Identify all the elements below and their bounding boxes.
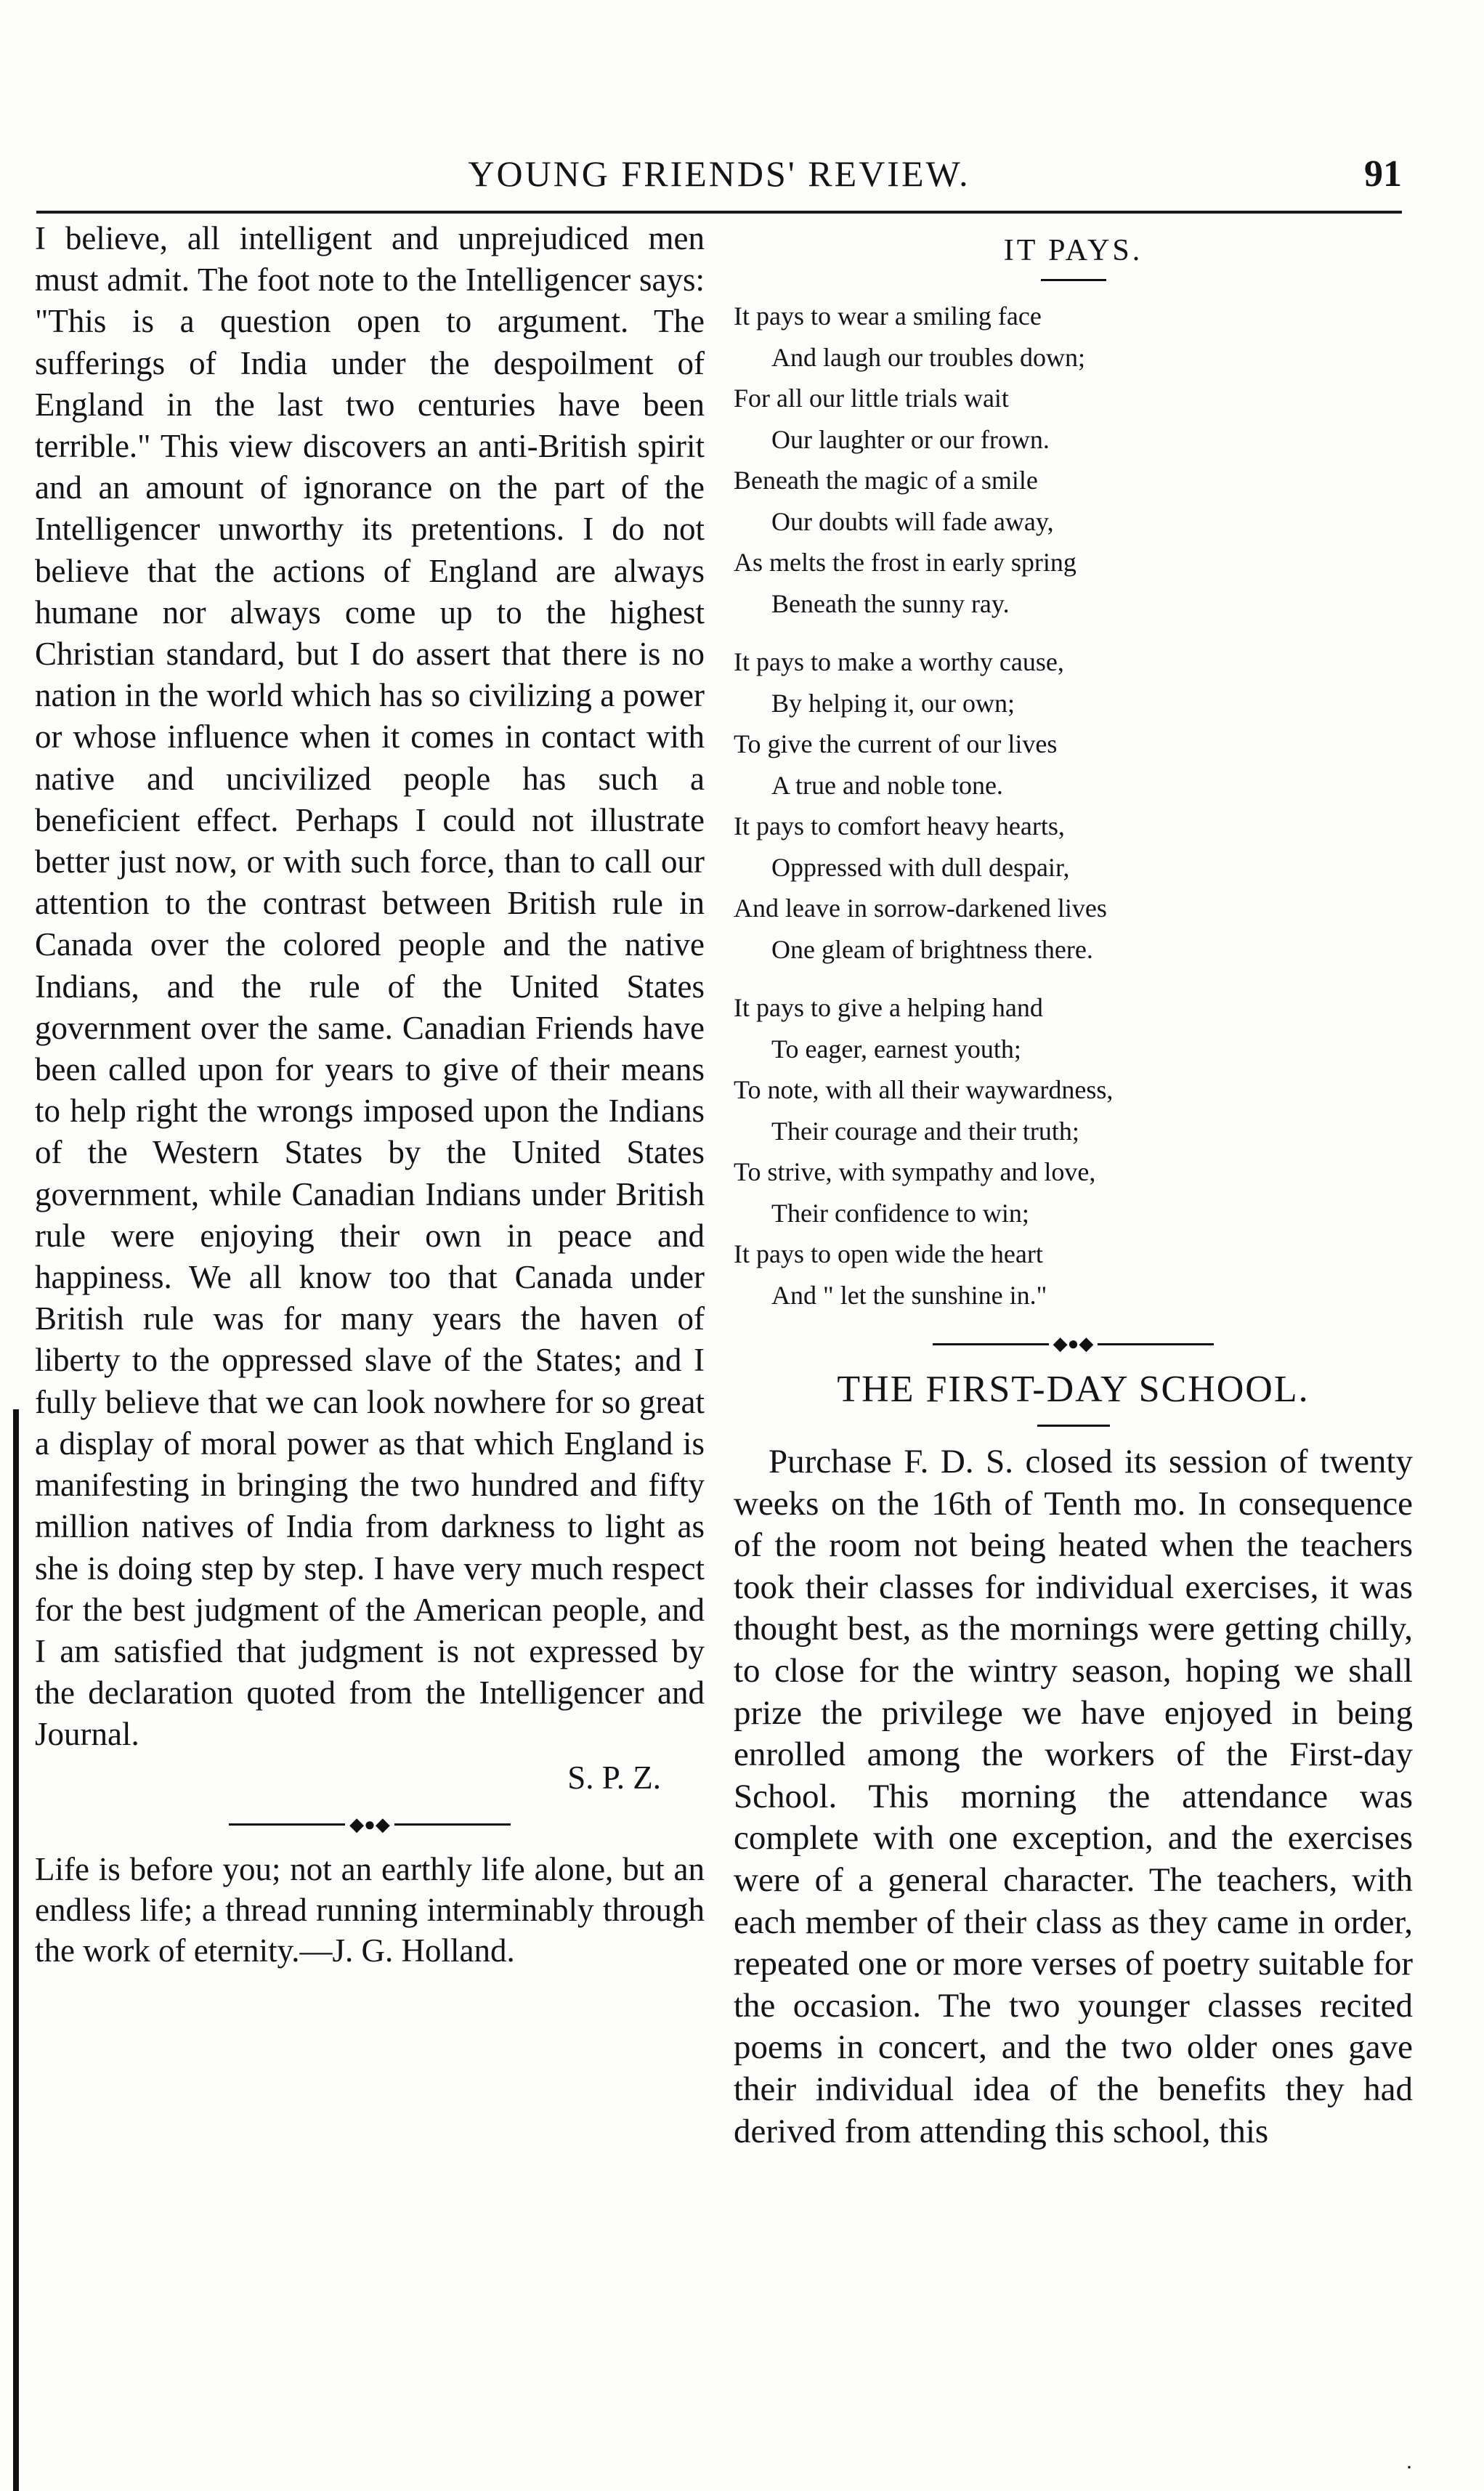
poem-line: Our doubts will fade away,: [771, 506, 1054, 536]
poem-line: Their courage and their truth;: [771, 1116, 1079, 1146]
poem-line: One gleam of brightness there.: [771, 934, 1093, 964]
poem-line: It pays to open wide the heart: [734, 1239, 1043, 1268]
poem-line: It pays to make a worthy cause,: [734, 647, 1064, 676]
quote-text: Life is before you; not an earthly life alone, but an endless life; a thread running interminably through the work of eternity.—J. G. Holland.: [35, 1850, 705, 1969]
holland-quote: [35, 1849, 705, 1971]
poem-line: To note, with all their waywardness,: [734, 1075, 1114, 1104]
poem-line: To eager, earnest youth;: [771, 1034, 1021, 1064]
poem-line: It pays to give a helping hand: [734, 993, 1043, 1022]
poem-line: As melts the frost in early spring: [734, 548, 1076, 577]
running-header: [36, 145, 1402, 211]
poem-line: To give the current of our lives: [734, 729, 1058, 758]
divider-ornament: ◆●◆: [349, 1813, 390, 1835]
poem-line: By helping it, our own;: [771, 688, 1015, 718]
poem-stanza: [734, 641, 1413, 970]
section-title-rule: [1037, 1425, 1110, 1427]
section-title: THE FIRST-DAY SCHOOL.: [837, 1369, 1310, 1411]
divider-ornament: ◆●◆: [1053, 1333, 1094, 1355]
poem-stanza: [734, 987, 1413, 1316]
title-rule: [1041, 279, 1106, 281]
first-day-school-report: [734, 1441, 1413, 2152]
essay-paragraph: I believe, all intelligent and unprejudiced men must admit. The foot note to the Intelligencer says: "This is a question open to argument. The sufferings of India under the despoilment of England in the last two centuries have been terrible." This view discovers an anti-British spirit and an amount of ignorance on the part of the Intelligencer unworthy its pretentions. I do not believe that the actions of England are always humane nor always come up to the highest Christian standard, but I do assert that there is no nation in the world which has so civilizing a power or whose influence when it comes in contact with native and uncivilized people has such a beneficient effect. Perhaps I could not illustrate better just now, or with such force, than to call our attention to the contrast between British rule in Canada over the colored people and the native Indians, and the rule of the United States government over the same. Canadian Friends have been called upon for years to give of their means to help right the wrongs imposed upon the Indians of the Western States by the United States government, while Canadian Indians under British rule were enjoying their own in peace and happiness. We all know too that Canada under British rule was for many years the haven of liberty to the oppressed slave of the States; and I fully believe that we can look nowhere for so great a display of moral power as that which England is manifesting in bringing the two hundred and fifty million natives of India from darkness to light as she is doing step by step. I have very much respect for the best judgment of the American people, and I am satisfied that judgment is not expressed by the declaration quoted from the Intelligencer and Journal.: [35, 220, 705, 1753]
ornamental-divider: [734, 1333, 1413, 1353]
page-number: 91: [1364, 153, 1402, 195]
poem-line: For all our little trials wait: [734, 384, 1009, 413]
journal-title: YOUNG FRIENDS' REVIEW.: [468, 153, 970, 194]
ornamental-divider: [35, 1814, 705, 1834]
poem-line: A true and noble tone.: [771, 770, 1003, 800]
right-column: [734, 218, 1413, 2152]
poem-line: And " let the sunshine in.": [771, 1280, 1047, 1310]
poem-line: And leave in sorrow-darkened lives: [734, 894, 1107, 923]
poem: [734, 296, 1413, 1316]
header-rule: [36, 211, 1402, 214]
divider-line-left: [229, 1823, 345, 1826]
divider-line-left: [933, 1343, 1049, 1345]
poem-line: It pays to comfort heavy hearts,: [734, 811, 1065, 841]
poem-line: Beneath the magic of a smile: [734, 466, 1038, 495]
binding-edge: [13, 1409, 19, 2491]
report-paragraph: Purchase F. D. S. closed its session of twenty weeks on the 16th of Tenth mo. In consequence of the room not being heated when the teachers took their classes for individual exercises, it was thought best, as the mornings were getting chilly, to close for the wintry season, hoping we shall prize the privilege we have enjoyed in being enrolled among the workers of the First-day School. This morning the attendance was complete with one exception, and the exercises were of a general character. The teachers, with each member of their class as they came in order, repeated one or more verses of poetry suitable for the occasion. The two younger classes recited poems in concert, and the two older ones gave their individual idea of the benefits they had derived from attending this school, this: [734, 1443, 1413, 2150]
author-signature: S. P. Z.: [567, 1759, 661, 1796]
left-column: [35, 218, 705, 1971]
poem-line: To strive, with sympathy and love,: [734, 1157, 1096, 1186]
poem-stanza: [734, 296, 1413, 624]
poem-line: Beneath the sunny ray.: [771, 588, 1010, 618]
divider-line-right: [1098, 1343, 1214, 1345]
poem-line: And laugh our troubles down;: [771, 342, 1085, 372]
poem-line: Oppressed with dull despair,: [771, 852, 1070, 882]
poem-line: It pays to wear a smiling face: [734, 301, 1042, 331]
divider-line-right: [394, 1823, 511, 1826]
poem-line: Their confidence to win;: [771, 1198, 1029, 1228]
poem-line: Our laughter or our frown.: [771, 424, 1050, 454]
poem-title: IT PAYS.: [1003, 234, 1143, 267]
stray-mark: ·: [1406, 2455, 1413, 2479]
essay-continuation: [35, 218, 705, 1756]
